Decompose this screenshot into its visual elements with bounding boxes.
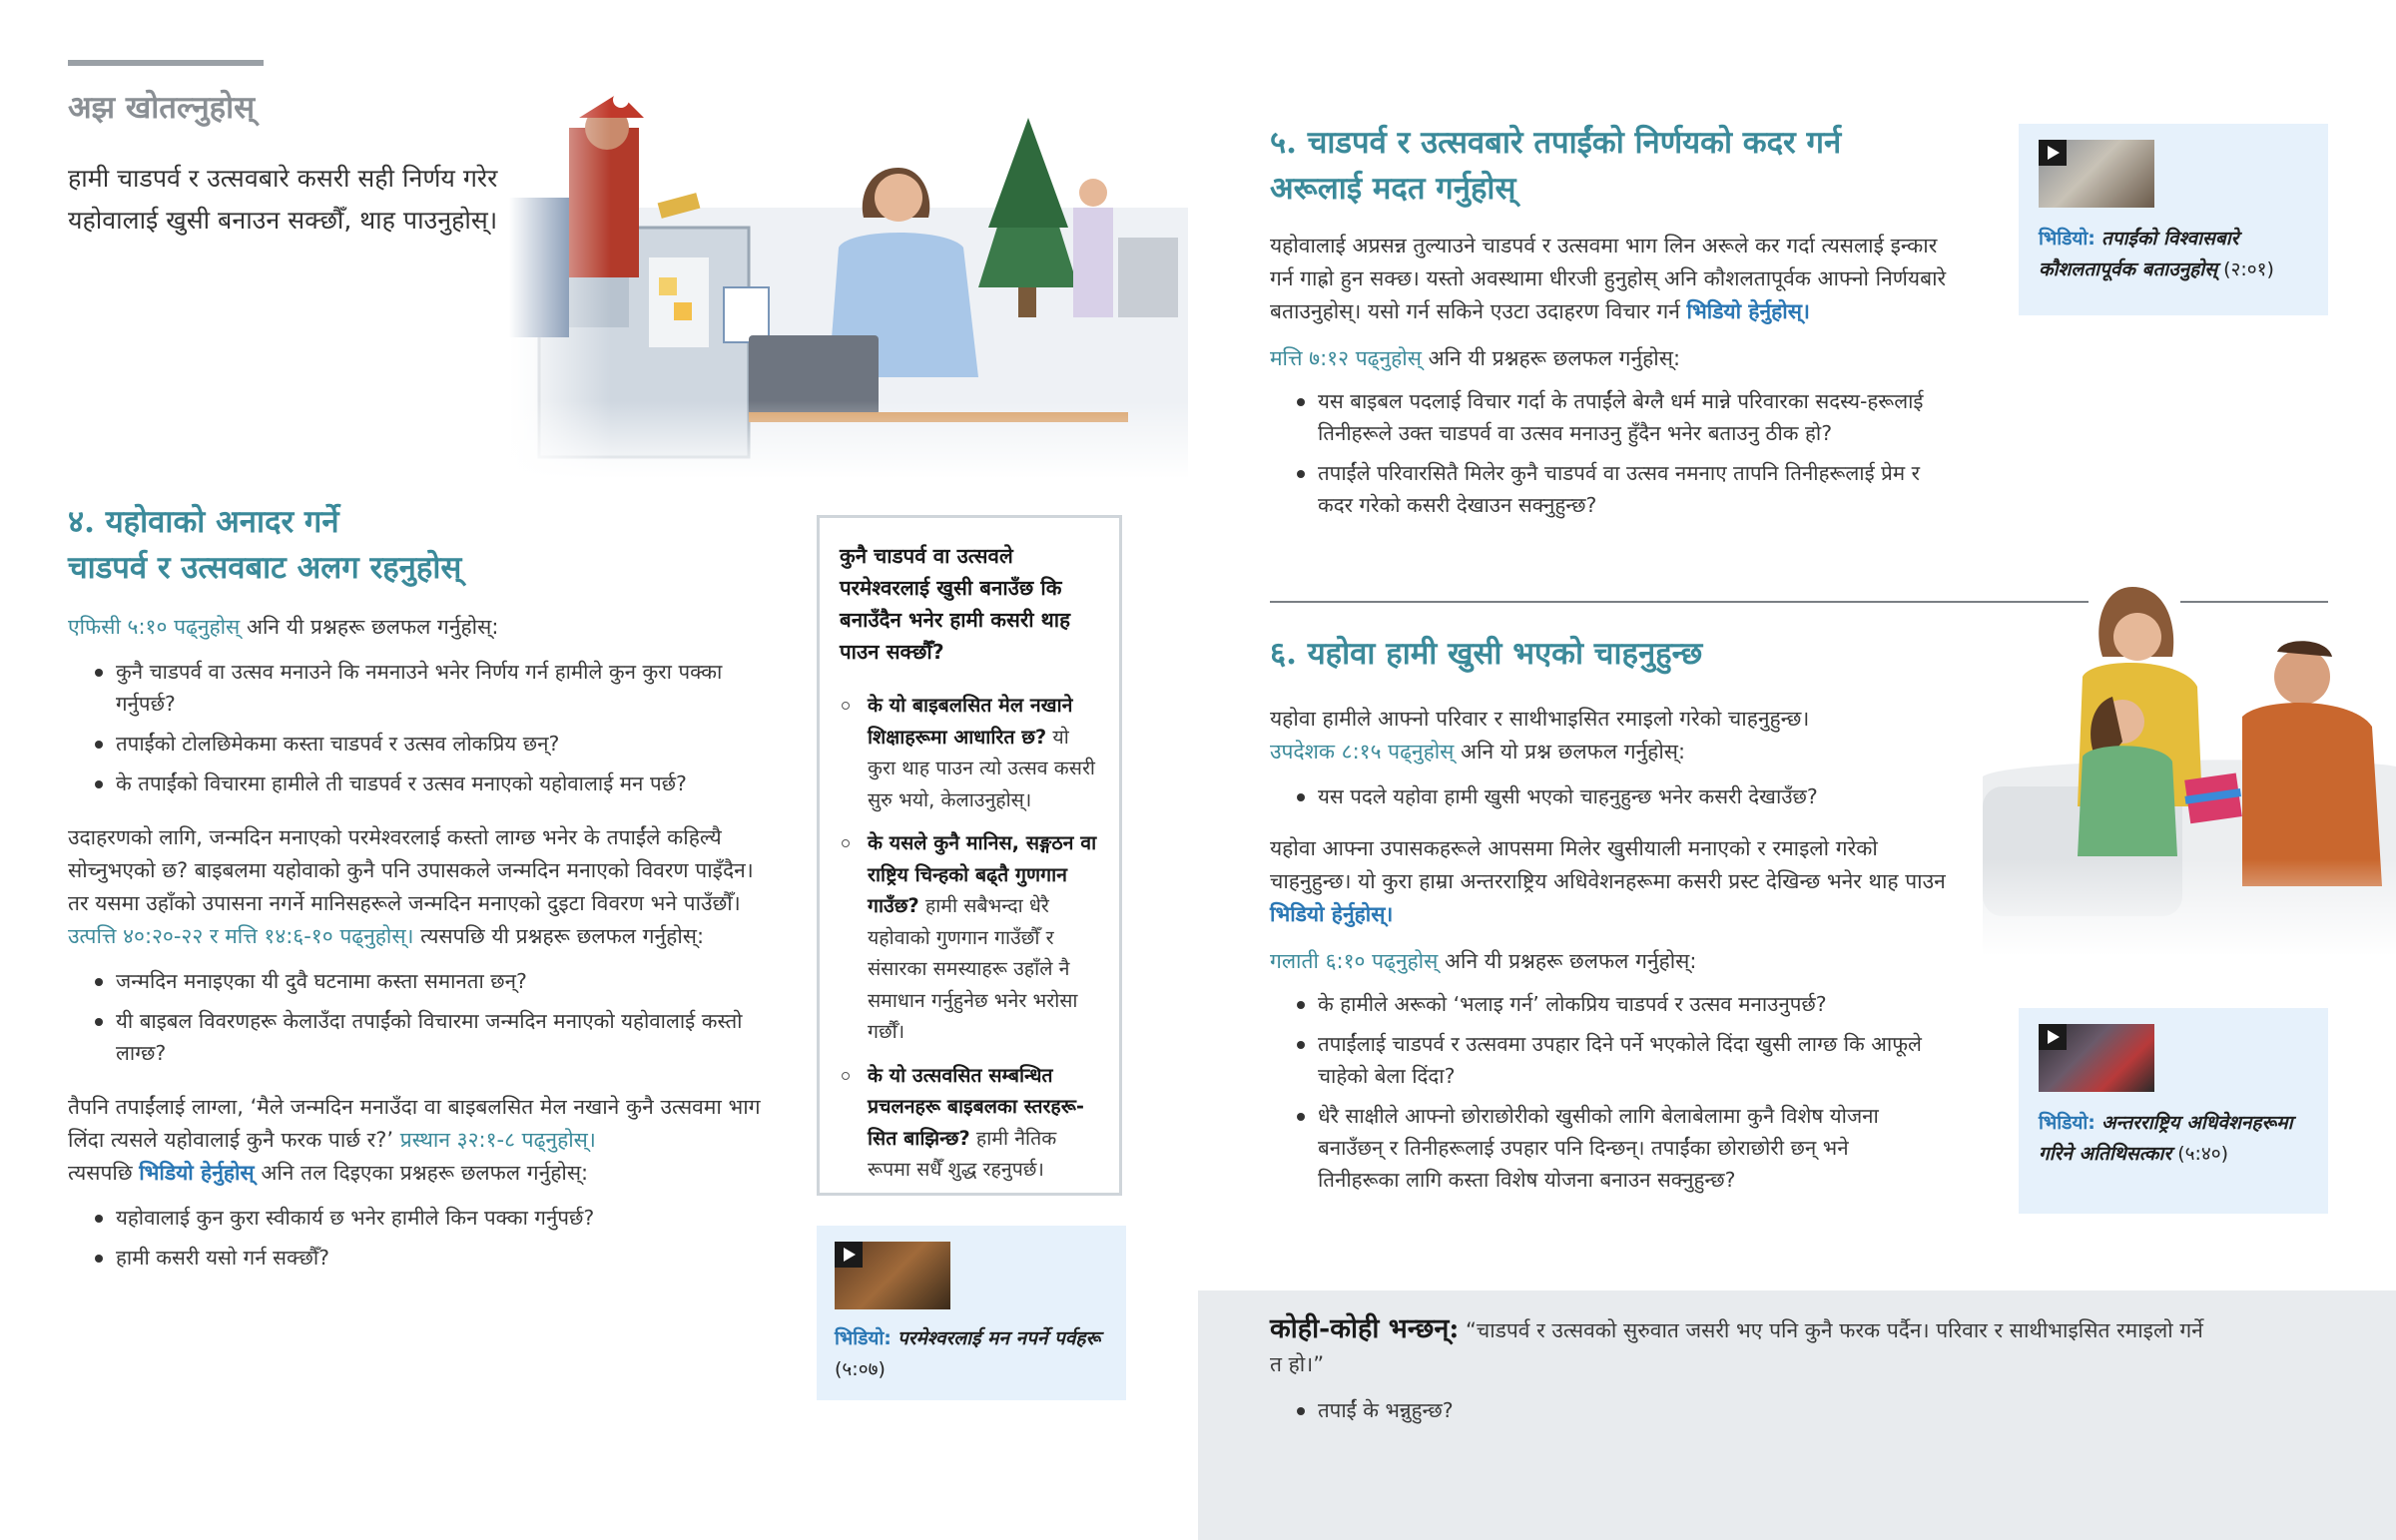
list-item: हामी कसरी यसो गर्न सक्छौँ? — [68, 1242, 767, 1274]
section5 — [1270, 120, 1969, 529]
section4-read-prompt: एफिसी ५:१० पढ्नुहोस् अनि यी प्रश्नहरू छलफल गर्नुहोस्: — [68, 615, 499, 639]
section4-heading: ४. यहोवाको अनादर गर्ने चाडपर्व र उत्सवबाट अलग रहनुहोस् — [68, 504, 462, 586]
sidebar-box — [817, 515, 1122, 1196]
section5-heading: ५. चाडपर्व र उत्सवबारे तपाईंको निर्णयको कदर गर्न अरूलाई मदत गर्नुहोस् — [1270, 125, 1842, 207]
section4-questions-1 — [68, 656, 767, 799]
scripture-link[interactable]: उपदेशक ८:१५ पढ्नुहोस् — [1270, 740, 1455, 764]
section6-questions-2 — [1270, 988, 1929, 1196]
section6-paragraph-2: यहोवा आफ्ना उपासकहरूले आपसमा मिलेर खुसीयाली मनाएको र रमाइलो गरेको चाहनुहुन्छ। यो कुरा हाम्रा अन्तरराष्ट्रिय अधिवेशनहरूमा कसरी प्रस्ट देखिन्छ भनेर थाह पाउन भिडियो हेर्नुहोस्। — [1270, 836, 1946, 926]
some-say-questions — [1270, 1394, 2168, 1434]
list-item: यहोवालाई कुन कुरा स्वीकार्य छ भनेर हामीले किन पक्का गर्नुपर्छ? — [68, 1202, 767, 1234]
video-box-1[interactable] — [817, 1226, 1126, 1400]
video-caption: भिडियो: परमेश्वरलाई मन नपर्ने पर्वहरू (५:०७) — [835, 1327, 1101, 1380]
section5-read-prompt: मत्ति ७:१२ पढ्नुहोस् अनि यी प्रश्नहरू छलफल गर्नुहोस्: — [1270, 346, 1681, 370]
video-thumbnail[interactable] — [2039, 1024, 2154, 1092]
section4-paragraph-2: तैपनि तपाईंलाई लाग्ला, ‘मैले जन्मदिन मनाउँदा वा बाइबलसित मेल नखाने कुनै उत्सवमा भाग लिंदा त्यसले यहोवालाई कुनै फरक पार्छ र?’ प्रस्थान ३२:१-८ पढ्नुहोस्। त्यसपछि भिडियो हेर्नुहोस् अनि तल दिइएका प्रश्नहरू छलफल गर्नुहोस्: — [68, 1095, 761, 1185]
section6-heading: ६. यहोवा हामी खुसी भएको चाहनुहुन्छ — [1270, 636, 1703, 672]
video-link[interactable]: भिडियो हेर्नुहोस्। — [1270, 902, 1394, 926]
list-item: तपाईंले परिवारसितै मिलेर कुनै चाडपर्व वा उत्सव नमनाए तापनि तिनीहरूलाई प्रेम र कदर गरेको कसरी देखाउन सक्नुहुन्छ? — [1270, 457, 1959, 521]
section6-read-prompt: गलाती ६:१० पढ्नुहोस् अनि यी प्रश्नहरू छलफल गर्नुहोस्: — [1270, 949, 1697, 973]
play-icon[interactable] — [2039, 140, 2067, 166]
list-item: के यो बाइबलसित मेल नखाने शिक्षाहरूमा आधारित छ? यो कुरा थाह पाउन त्यो उत्सव कसरी सुरु भयो, केलाउनुहोस्। — [840, 690, 1099, 815]
section4 — [68, 499, 767, 1282]
section6-questions-1 — [1270, 780, 1959, 812]
scripture-link[interactable]: उत्पत्ति ४०:२०-२२ र मत्ति १४:६-१० पढ्नुहोस्। — [68, 924, 414, 948]
list-item: के यो उत्सवसित सम्बन्धित प्रचलनहरू बाइबलका स्तरहरू-सित बाझिन्छ? हामी नैतिक रूपमा सधैँ शुद्ध रहनुपर्छ। — [840, 1060, 1099, 1186]
list-item: यस बाइबल पदलाई विचार गर्दा के तपाईंले बेग्लै धर्म मान्ने परिवारका सदस्य-हरूलाई तिनीहरूले उक्त चाडपर्व वा उत्सव मनाउनु हुँदैन भनेर बताउनु ठीक हो? — [1270, 385, 1959, 449]
play-icon[interactable] — [835, 1242, 863, 1268]
list-item: यी बाइबल विवरणहरू केलाउँदा तपाईंको विचारमा जन्मदिन मनाएको यहोवालाई कस्तो लाग्छ? — [68, 1005, 767, 1069]
scripture-link[interactable]: एफिसी ५:१० पढ्नुहोस् — [68, 615, 241, 639]
section-label: अझ खोतल्नुहोस् — [68, 90, 256, 126]
section-divider — [1270, 601, 2089, 603]
play-icon[interactable] — [2039, 1024, 2067, 1050]
video-box-3[interactable] — [2019, 1008, 2328, 1214]
list-item: जन्मदिन मनाइएका यी दुवै घटनामा कस्ता समानता छन्? — [68, 965, 767, 997]
section4-questions-3 — [68, 1202, 767, 1274]
some-say-panel — [1198, 1290, 2396, 1540]
section5-paragraph: यहोवालाई अप्रसन्न तुल्याउने चाडपर्व र उत्सवमा भाग लिन अरूले कर गर्दा त्यसलाई इन्कार गर्न गाह्रो हुन सक्छ। यस्तो अवस्थामा धीरजी हुनुहोस् अनि कौशलतापूर्वक आफ्नो निर्णयबारे बताउनुहोस्। यसो गर्न सकिने एउटा उदाहरण विचार गर्न भिडियो हेर्नुहोस्। — [1270, 234, 1947, 323]
scripture-link[interactable]: गलाती ६:१० पढ्नुहोस् — [1270, 949, 1439, 973]
scripture-link[interactable]: प्रस्थान ३२:१-८ पढ्नुहोस्। — [399, 1128, 596, 1152]
intro-text: हामी चाडपर्व र उत्सवबारे कसरी सही निर्णय गरेर यहोवालाई खुसी बनाउन सक्छौँ, थाह पाउनुहोस्। — [68, 164, 498, 235]
header-rule — [68, 60, 264, 66]
list-item: के तपाईंको विचारमा हामीले ती चाडपर्व र उत्सव मनाएको यहोवालाई मन पर्छ? — [68, 768, 767, 799]
some-say-text: कोही-कोही भन्छन्: “चाडपर्व र उत्सवको सुरुवात जसरी भए पनि कुनै फरक पर्दैन। परिवार र साथीभाइसित रमाइलो गर्ने त हो।” — [1270, 1313, 2203, 1376]
list-item: यस पदले यहोवा हामी खुसी भएको चाहनुहुन्छ भनेर कसरी देखाउँछ? — [1270, 780, 1959, 812]
list-item: तपाईं के भन्नुहुन्छ? — [1270, 1394, 2168, 1426]
section5-questions — [1270, 385, 1959, 521]
list-item: के हामीले अरूको ‘भलाइ गर्न’ लोकप्रिय चाडपर्व र उत्सव मनाउनुपर्छ? — [1270, 988, 1929, 1020]
video-caption: भिडियो: अन्तरराष्ट्रिय अधिवेशनहरूमा गरिने अतिथिसत्कार (५:४०) — [2039, 1112, 2293, 1165]
video-thumbnail[interactable] — [835, 1242, 950, 1309]
list-item: धेरै साक्षीले आफ्नो छोराछोरीको खुसीको लागि बेलाबेलामा कुनै विशेष योजना बनाउँछन् र तिनीहरूलाई उपहार पनि दिन्छन्। तपाईंका छोराछोरी छन् भने तिनीहरूका लागि कस्ता विशेष योजना बनाउन सक्नुहुन्छ? — [1270, 1100, 1929, 1196]
video-link[interactable]: भिडियो हेर्नुहोस् — [139, 1161, 255, 1185]
office-illustration — [509, 88, 1188, 479]
list-item: तपाईंको टोलछिमेकमा कस्ता चाडपर्व र उत्सव लोकप्रिय छन्? — [68, 728, 767, 760]
section6-paragraph-1: यहोवा हामीले आफ्नो परिवार र साथीभाइसित रमाइलो गरेको चाहनुहुन्छ। उपदेशक ८:१५ पढ्नुहोस् अनि यो प्रश्न छलफल गर्नुहोस्: — [1270, 707, 1810, 764]
sidebar-criteria — [840, 690, 1099, 1186]
list-item: के यसले कुनै मानिस, सङ्गठन वा राष्ट्रिय चिन्हको बढ्तै गुणगान गाउँछ? हामी सबैभन्दा धेरै यहोवाको गुणगान गाउँछौँ र संसारका समस्याहरू उहाँले नै समाधान गर्नुहुनेछ भनेर भरोसा गर्छौँ। — [840, 827, 1099, 1048]
video-link[interactable]: भिडियो हेर्नुहोस्। — [1686, 299, 1810, 323]
sidebar-question: कुनै चाडपर्व वा उत्सवले परमेश्वरलाई खुसी बनाउँछ कि बनाउँदैन भनेर हामी कसरी थाह पाउन सक्छौँ? — [840, 544, 1070, 664]
video-box-2[interactable] — [2019, 124, 2328, 315]
video-caption: भिडियो: तपाईंको विश्वासबारे कौशलतापूर्वक बताउनुहोस् (२:०१) — [2039, 228, 2274, 280]
section6 — [1270, 631, 1959, 1204]
family-illustration — [1973, 567, 2396, 956]
section4-questions-2 — [68, 965, 767, 1069]
scripture-link[interactable]: मत्ति ७:१२ पढ्नुहोस् — [1270, 346, 1422, 370]
section4-paragraph-1: उदाहरणको लागि, जन्मदिन मनाएको परमेश्वरलाई कस्तो लाग्छ भनेर के तपाईंले कहिल्यै सोच्नुभएको छ? बाइबलमा यहोवाको कुनै पनि उपासकले जन्मदिन मनाएको विवरण पाइँदैन। तर यसमा उहाँको उपासना नगर्ने मानिसहरूले जन्मदिन मनाएको दुइटा विवरण भने पाउँछौँ।उत्पत्ति ४०:२०-२२ र मत्ति १४:६-१० पढ्नुहोस्। त्यसपछि यी प्रश्नहरू छलफल गर्नुहोस्: — [68, 825, 754, 948]
list-item: तपाईंलाई चाडपर्व र उत्सवमा उपहार दिने पर्ने भएकोले दिंदा खुसी लाग्छ कि आफूले चाहेको बेला दिंदा? — [1270, 1028, 1929, 1092]
list-item: कुनै चाडपर्व वा उत्सव मनाउने कि नमनाउने भनेर निर्णय गर्न हामीले कुन कुरा पक्का गर्नुपर्छ? — [68, 656, 767, 720]
video-thumbnail[interactable] — [2039, 140, 2154, 208]
